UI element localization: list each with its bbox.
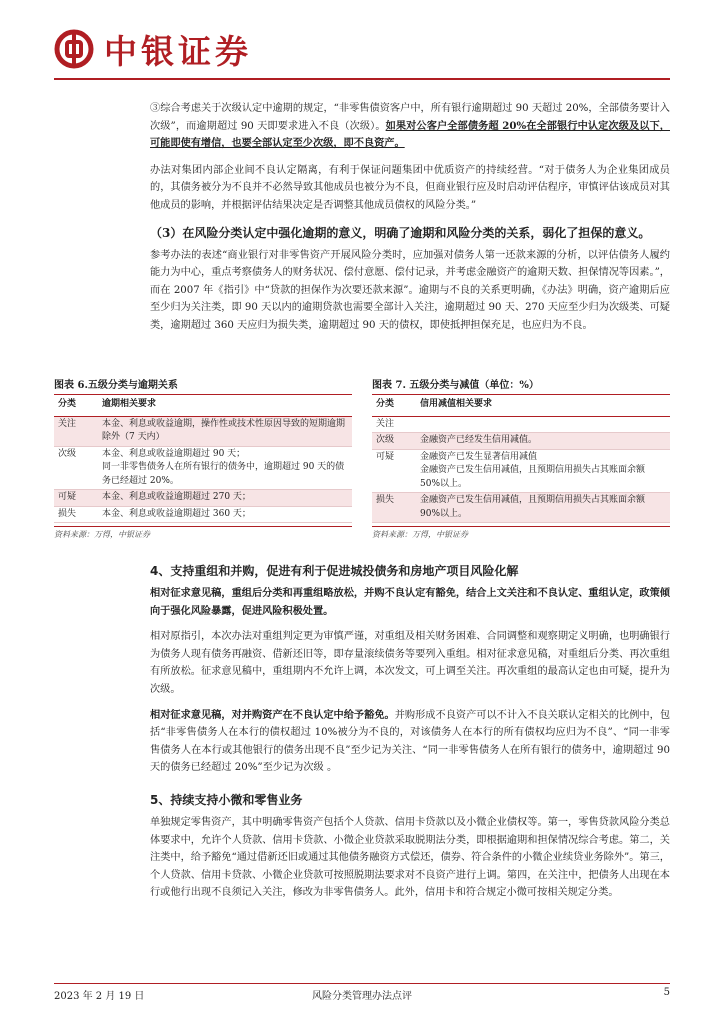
page-footer [54, 987, 670, 1002]
table-cell: 可疑 [54, 490, 98, 507]
table-header-row [372, 395, 670, 416]
paragraph-overdue-rule [54, 100, 670, 153]
table-7-title: 图表 7. 五级分类与减值（单位：%） [372, 376, 670, 395]
table-cell: 损失 [372, 493, 416, 523]
paragraph-emphasis: 相对征求意见稿，对并购资产在不良认定中给予豁免。 [150, 708, 395, 721]
column-header: 信用减值相关要求 [416, 395, 670, 416]
footer-date: 2023 年 2 月 19 日 [54, 991, 145, 1002]
table-row [54, 446, 352, 490]
table-row [372, 416, 670, 433]
table-cell: 本金、利息或收益逾期，操作性或技术性原因导致的短期逾期除外（7 天内） [98, 416, 352, 446]
paragraph-group-isolation: 办法对集团内部企业间不良认定隔离，有利于保证问题集团中优质资产的持续经营。“对于债务人为企业集团成员的，其债务被分为不良并不必然导致其他成员也被分为不良，但商业银行应及时启动评估程序，审慎评估该成员对其他成员的影响，并根据评估结果决定是否调整其他成员债权的风险分类。” [150, 164, 670, 211]
section-5-heading: 5、持续支持小微和零售业务 [150, 792, 303, 807]
footer-divider [54, 983, 670, 984]
lower-content [54, 562, 670, 902]
column-header: 分类 [372, 395, 416, 416]
column-header: 分类 [54, 395, 98, 416]
table-7 [372, 376, 670, 540]
table-row [372, 433, 670, 450]
table-cell: 关注 [54, 416, 98, 446]
footer-title: 风险分类管理办法点评 [312, 991, 412, 1002]
table-row [54, 506, 352, 523]
page-number: 5 [663, 987, 670, 998]
brand-name: 中银证券 [104, 31, 252, 71]
paragraph-text: 并购形成不良资产可以不计入不良关联认定相关的比例中，包括“非零售债务人在本行的债权超过 10%被分为不良的，对该债务人在本行的所有债权均应归为不良”、“同一非零售债务人在本行或其他银行的债务出现不良”至少记为关注、“同一非零售债务人在所有银行的债务中，逾期超过 90 天的债务已经超过 20%”至少记为次级 。 [150, 709, 671, 774]
table-cell: 损失 [54, 506, 98, 523]
table-6-grid [54, 395, 352, 523]
table-cell: 可疑 [372, 449, 416, 493]
paragraph-text: ③综合考虑关于次级认定中逾期的规定，“非零售债资客户中，所有银行逾期超过 90 天超过 20%，全部债务要计入次级”，而逾期超过 90 天即要求进入不良（次级）。 [150, 103, 670, 132]
table-cell: 次级 [54, 446, 98, 490]
section-4-heading: 4、支持重组和并购，促进有利于促进城投债务和房地产项目风险化解 [150, 564, 519, 578]
table-cell: 本金、利息或收益逾期超过 90 天； 同一非零售债务人在所有银行的债务中，逾期超过 90 天的债务已经超过 20%。 [98, 446, 352, 490]
header-divider [54, 78, 670, 80]
paragraph-emphasis: 如果对公客户全部债务超 20%在全部银行中认定次级及以下，可能即使有增信，也要全部认定至少次级，即不良资产。 [150, 119, 670, 150]
table-cell: 金融资产已发生显著信用减值 金融资产已发生信用减值，且预期信用损失占其账面余额 50%以上。 [416, 449, 670, 493]
section-4-paragraph-a: 相对原指引，本次办法对重组判定更为审慎严谨，对重组及相关财务困难、合同调整和观察期定义明确，也明确银行为债务人现有债务再融资、借新还旧等，即存量滚续债务等要列入重组。相对征求意见稿，对重组后分类、再次重组有所放松。征求意见稿中，重组期内不允许上调，本次发文，可上调至关注。再次重组的最高认定也由可疑，提升为次级。 [150, 631, 670, 695]
table-6-title: 图表 6.五级分类与逾期关系 [54, 376, 352, 395]
table-row [54, 416, 352, 446]
table-row [54, 490, 352, 507]
table-6-source: 资料来源：万得，中银证券 [54, 526, 352, 540]
bank-of-china-logo-icon [54, 29, 94, 69]
table-cell: 本金、利息或收益逾期超过 360 天； [98, 506, 352, 523]
table-row [372, 493, 670, 523]
table-header-row [54, 395, 352, 416]
section-4-lead: 相对征求意见稿，重组后分类和再重组略放松，并购不良认定有豁免，结合上文关注和不良认定、重组认定，政策倾向于强化风险暴露，促进风险积极处置。 [150, 587, 670, 617]
table-7-grid [372, 395, 670, 523]
subheading-overdue-significance: （3）在风险分类认定中强化逾期的意义，明确了逾期和风险分类的关系，弱化了担保的意义。 [150, 225, 651, 240]
table-cell [416, 416, 670, 433]
table-cell: 关注 [372, 416, 416, 433]
table-cell: 次级 [372, 433, 416, 450]
section-4-paragraph-b [54, 707, 670, 777]
main-content [54, 82, 670, 335]
tables-row [54, 376, 670, 540]
table-row [372, 449, 670, 493]
table-cell: 金融资产已发生信用减值，且预期信用损失占其账面余额 90%以上。 [416, 493, 670, 523]
table-cell: 本金、利息或收益逾期超过 270 天； [98, 490, 352, 507]
column-header: 逾期相关要求 [98, 395, 352, 416]
table-6 [54, 376, 352, 540]
table-cell: 金融资产已经发生信用减值。 [416, 433, 670, 450]
paragraph-overdue-relationship: 参考办法的表述“商业银行对非零售资产开展风险分类时，应加强对债务人第一还款来源的分析，以评估债务人履约能力为中心，重点考察债务人的财务状况、偿付意愿、偿付记录，并考虑金融资产的逾期天数、担保情况等因素。”，而在 2007 年《指引》中“贷款的担保作为次要还款来源”。逾期与不良的关系更明确，《办法》明确，资产逾期后应至少归为关注类，即 90 天以内的逾期贷款也需要全部计入关注，逾期超过 90 天、270 天应至少归为次级类、可疑类，逾期超过 360 天应归为损失类，逾期超过 90 天的债权，即使抵押担保充足，也应归为不良。 [150, 249, 670, 331]
section-5-paragraph: 单独规定零售资产，其中明确零售资产包括个人贷款、信用卡贷款以及小微企业债权等。第一，零售贷款风险分类总体要求中，允许个人贷款、信用卡贷款、小微企业贷款采取脱期法分类，即根据逾期和担保情况综合考虑。第二，关注类中，给予豁免“通过借新还旧或通过其他债务融资方式偿还，债券、符合条件的小微企业续贷业务除外”。第三， 个人贷款、信用卡贷款、小微企业贷款可按照脱期法要求对不良资产进行上调。第四，在关注中，把债务人出现在本行或他行出现不良须记入关注，修改为非零售债务人。此外，信用卡和符合规定小微可按相关规定分类。 [150, 816, 670, 899]
table-7-source: 资料来源：万得，中银证券 [372, 526, 670, 540]
page-header [54, 26, 252, 72]
